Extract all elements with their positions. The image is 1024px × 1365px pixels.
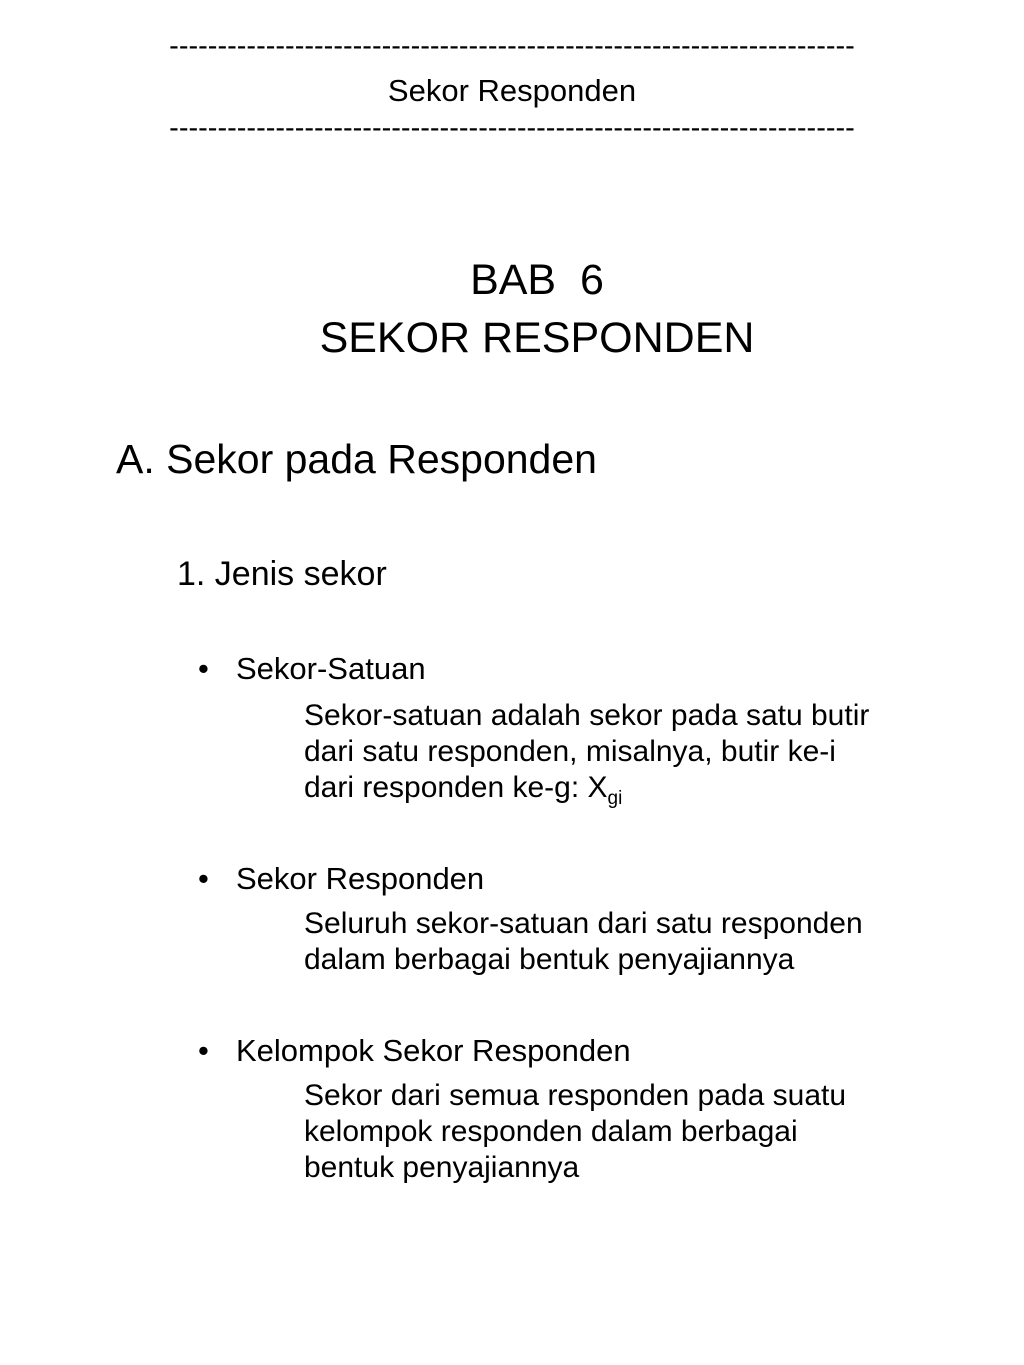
item-label-sekor-responden: Sekor Responden bbox=[236, 861, 485, 896]
item-description-line: Sekor dari semua responden pada suatu bbox=[304, 1079, 847, 1112]
bullet-marker: • bbox=[198, 1033, 209, 1068]
subsection-heading: 1. Jenis sekor bbox=[177, 555, 387, 593]
item-description-text: dari responden ke-g: X bbox=[304, 771, 608, 804]
item-description-line: kelompok responden dalam berbagai bbox=[304, 1115, 798, 1148]
item-description-line bbox=[304, 770, 623, 809]
item-description-line: dalam berbagai bentuk penyajiannya bbox=[304, 943, 795, 976]
header-divider-top: ----------------------------------------------------------------------- bbox=[169, 30, 855, 62]
header-divider-bottom: ----------------------------------------------------------------------- bbox=[169, 112, 855, 144]
chapter-number: BAB 6 bbox=[470, 256, 604, 304]
item-description-line: dari satu responden, misalnya, butir ke-i bbox=[304, 735, 836, 768]
item-label-kelompok-sekor-responden: Kelompok Sekor Responden bbox=[236, 1033, 631, 1068]
bullet-marker: • bbox=[198, 651, 209, 686]
item-description-line: Seluruh sekor-satuan dari satu responden bbox=[304, 907, 863, 940]
item-description-line: Sekor-satuan adalah sekor pada satu butir bbox=[304, 699, 870, 732]
subscript-gi: gi bbox=[607, 788, 623, 809]
header-title: Sekor Responden bbox=[387, 73, 637, 108]
chapter-title: SEKOR RESPONDEN bbox=[319, 314, 755, 362]
item-description-line: bentuk penyajiannya bbox=[304, 1151, 580, 1184]
bullet-marker: • bbox=[198, 861, 209, 896]
item-label-sekor-satuan: Sekor-Satuan bbox=[236, 651, 426, 686]
section-heading: A. Sekor pada Responden bbox=[116, 436, 597, 482]
